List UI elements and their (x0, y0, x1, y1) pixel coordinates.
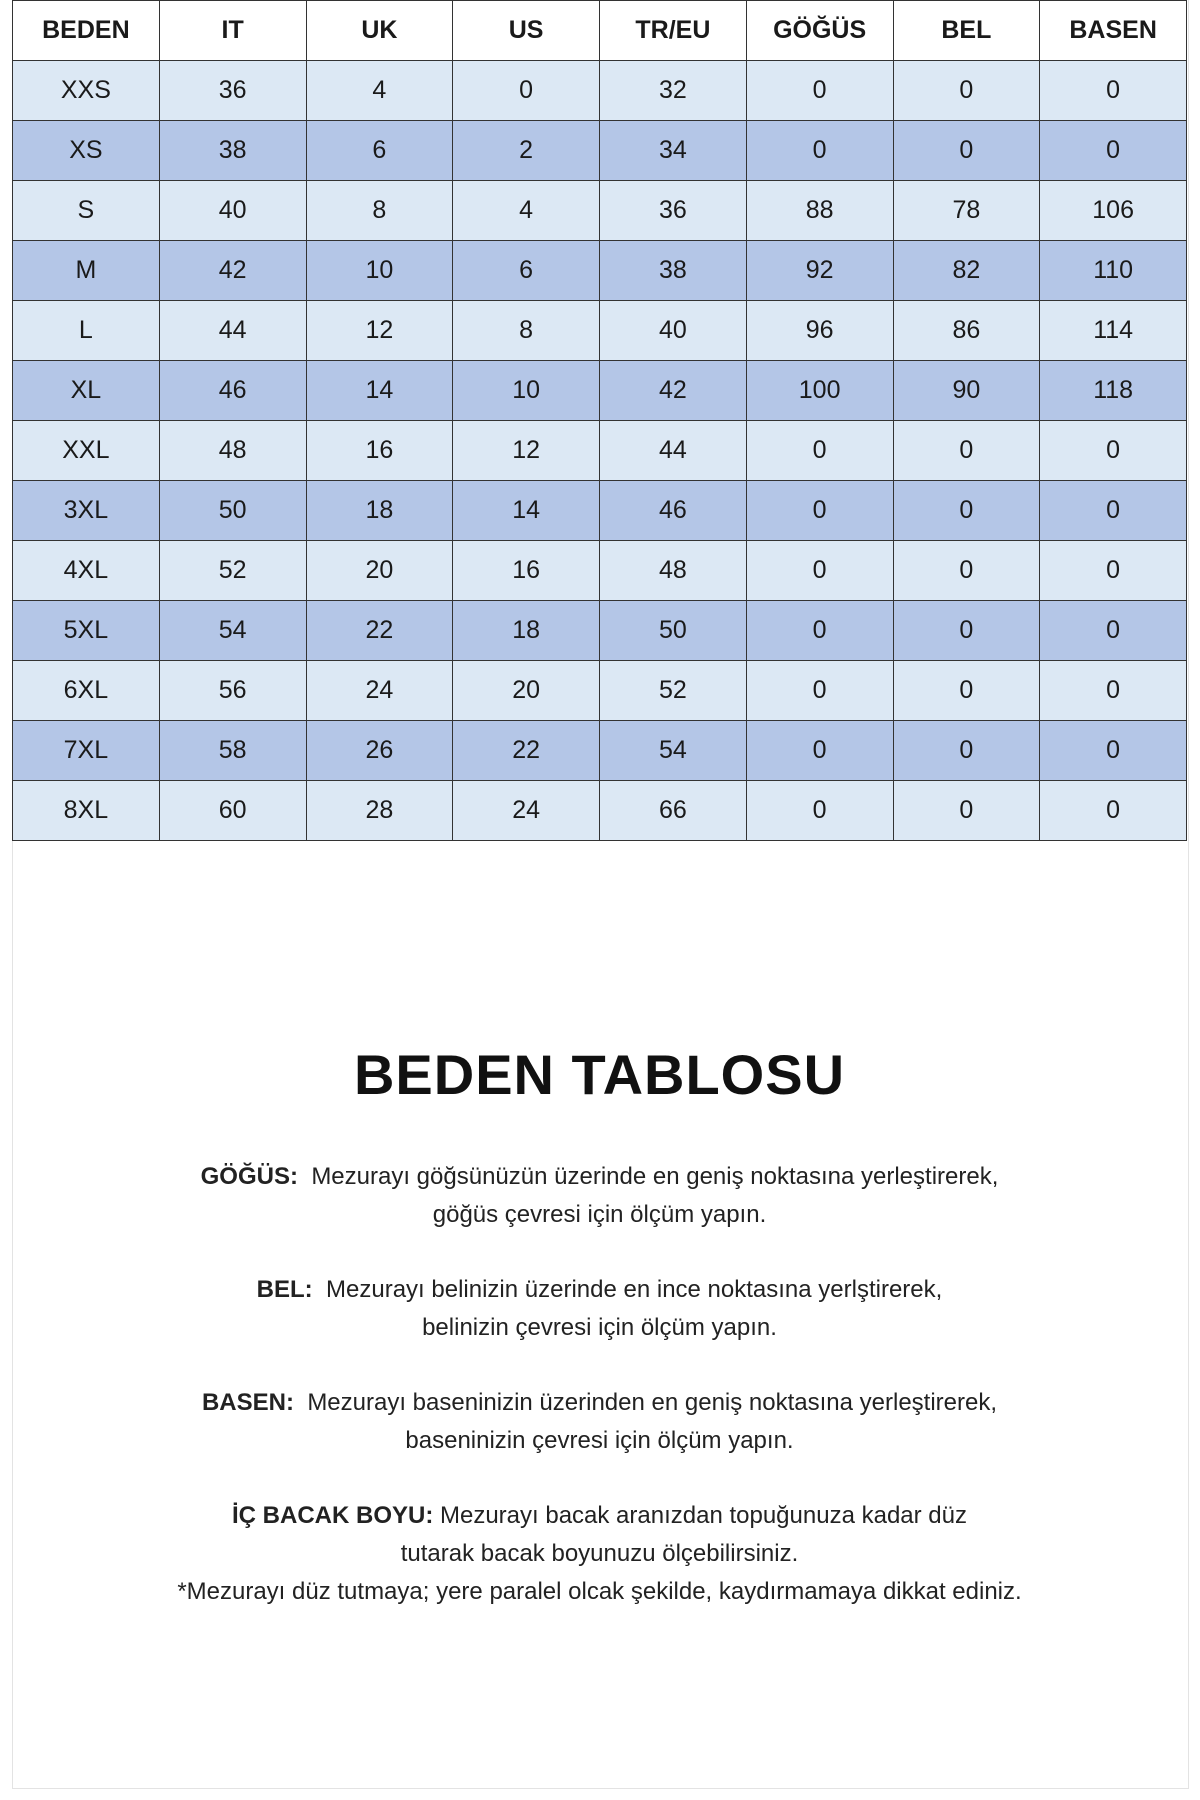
waist-line-1 (12, 1271, 1187, 1309)
table-cell: 0 (893, 61, 1040, 121)
table-cell: 34 (600, 121, 747, 181)
table-cell: 0 (746, 601, 893, 661)
table-cell: 0 (893, 481, 1040, 541)
table-cell: 8 (306, 181, 453, 241)
table-cell: 100 (746, 361, 893, 421)
table-cell: 0 (893, 601, 1040, 661)
chest-instructions (12, 1158, 1187, 1234)
table-cell: 42 (600, 361, 747, 421)
table-body (13, 61, 1187, 841)
table-cell: 0 (746, 721, 893, 781)
table-cell: 0 (1040, 481, 1187, 541)
table-cell: XS (13, 121, 160, 181)
table-cell: XXL (13, 421, 160, 481)
table-cell: 18 (306, 481, 453, 541)
page-title: BEDEN TABLOSU (353, 1043, 846, 1106)
table-cell: 58 (159, 721, 306, 781)
column-header-uk: UK (306, 1, 453, 61)
table-cell: 8XL (13, 781, 160, 841)
table-cell: 14 (306, 361, 453, 421)
table-cell: 92 (746, 241, 893, 301)
table-cell: 20 (306, 541, 453, 601)
table-cell: 0 (1040, 61, 1187, 121)
table-row (13, 361, 1187, 421)
table-cell: 6XL (13, 661, 160, 721)
table-cell: 38 (600, 241, 747, 301)
table-cell: 0 (893, 421, 1040, 481)
inseam-line-1 (12, 1497, 1187, 1535)
table-row (13, 781, 1187, 841)
table-cell: 54 (600, 721, 747, 781)
inseam-text-1: Mezurayı bacak aranızdan topuğunuza kadar düz (439, 1502, 967, 1529)
table-cell: 0 (893, 541, 1040, 601)
table-cell: L (13, 301, 160, 361)
hip-line-1 (12, 1384, 1187, 1422)
table-row (13, 61, 1187, 121)
column-header-g-s: GÖĞÜS (746, 1, 893, 61)
table-cell: 0 (746, 661, 893, 721)
waist-text-1: Mezurayı belinizin üzerinde en ince noktasına yerlştirerek, (326, 1276, 943, 1303)
table-row (13, 541, 1187, 601)
table-cell: 0 (893, 781, 1040, 841)
table-cell: 40 (600, 301, 747, 361)
table-cell: 36 (600, 181, 747, 241)
inseam-instructions (12, 1497, 1187, 1611)
table-cell: 14 (453, 481, 600, 541)
hip-label: BASEN: (201, 1389, 294, 1416)
table-cell: 114 (1040, 301, 1187, 361)
table-cell: 3XL (13, 481, 160, 541)
table-row (13, 421, 1187, 481)
table-cell: 4 (306, 61, 453, 121)
table-cell: 32 (600, 61, 747, 121)
table-cell: 52 (600, 661, 747, 721)
table-cell: 66 (600, 781, 747, 841)
table-cell: 44 (600, 421, 747, 481)
table-cell: XXS (13, 61, 160, 121)
table-cell: 16 (306, 421, 453, 481)
table-cell: 86 (893, 301, 1040, 361)
table-cell: 24 (453, 781, 600, 841)
table-cell: 0 (1040, 421, 1187, 481)
table-cell: 50 (159, 481, 306, 541)
table-cell: 12 (453, 421, 600, 481)
table-cell: 4 (453, 181, 600, 241)
hip-text-2: baseninizin çevresi için ölçüm yapın. (405, 1427, 794, 1454)
measurement-note: *Mezurayı düz tutmaya; yere paralel olcak şekilde, kaydırmamaya dikkat ediniz. (177, 1578, 1022, 1605)
table-cell: 60 (159, 781, 306, 841)
table-cell: XL (13, 361, 160, 421)
table-cell: 0 (1040, 721, 1187, 781)
inseam-label: İÇ BACAK BOYU: (231, 1502, 434, 1529)
table-cell: 0 (1040, 601, 1187, 661)
column-header-tr-eu: TR/EU (600, 1, 747, 61)
table-row (13, 601, 1187, 661)
chest-text-1: Mezurayı göğsünüzün üzerinde en geniş noktasına yerleştirerek, (311, 1163, 999, 1190)
column-header-bel: BEL (893, 1, 1040, 61)
table-cell: 0 (746, 541, 893, 601)
table-row (13, 121, 1187, 181)
table-cell: S (13, 181, 160, 241)
table-cell: 22 (306, 601, 453, 661)
column-header-us: US (453, 1, 600, 61)
table-cell: 46 (600, 481, 747, 541)
table-cell: 0 (1040, 781, 1187, 841)
hip-instructions (12, 1384, 1187, 1460)
table-cell: 24 (306, 661, 453, 721)
waist-instructions (12, 1271, 1187, 1347)
table-cell: 48 (159, 421, 306, 481)
table-cell: 0 (1040, 661, 1187, 721)
table-cell: 5XL (13, 601, 160, 661)
table-cell: 0 (746, 481, 893, 541)
table-header-row (13, 1, 1187, 61)
table-cell: 0 (453, 61, 600, 121)
table-cell: 10 (453, 361, 600, 421)
table-cell: 44 (159, 301, 306, 361)
chest-line-1 (12, 1158, 1187, 1196)
table-cell: 10 (306, 241, 453, 301)
table-cell: 54 (159, 601, 306, 661)
inseam-text-2: tutarak bacak boyunuzu ölçebilirsiniz. (400, 1540, 799, 1567)
table-cell: 20 (453, 661, 600, 721)
table-cell: 0 (746, 781, 893, 841)
table-cell: 90 (893, 361, 1040, 421)
table-row (13, 661, 1187, 721)
hip-text-1: Mezurayı baseninizin üzerinden en geniş noktasına yerleştirerek, (307, 1389, 998, 1416)
table-cell: M (13, 241, 160, 301)
table-cell: 48 (600, 541, 747, 601)
column-header-basen: BASEN (1040, 1, 1187, 61)
table-cell: 82 (893, 241, 1040, 301)
table-cell: 0 (893, 661, 1040, 721)
table-row (13, 721, 1187, 781)
chest-text-2: göğüs çevresi için ölçüm yapın. (432, 1201, 767, 1228)
table-cell: 118 (1040, 361, 1187, 421)
waist-label: BEL: (256, 1276, 313, 1303)
table-row (13, 481, 1187, 541)
size-table (12, 0, 1187, 841)
table-row (13, 181, 1187, 241)
table-cell: 40 (159, 181, 306, 241)
table-cell: 7XL (13, 721, 160, 781)
table-cell: 0 (746, 61, 893, 121)
table-row (13, 301, 1187, 361)
table-cell: 0 (1040, 541, 1187, 601)
table-cell: 0 (893, 721, 1040, 781)
column-header-beden: BEDEN (13, 1, 160, 61)
table-cell: 42 (159, 241, 306, 301)
table-cell: 12 (306, 301, 453, 361)
table-cell: 88 (746, 181, 893, 241)
table-row (13, 241, 1187, 301)
table-cell: 22 (453, 721, 600, 781)
table-cell: 2 (453, 121, 600, 181)
column-header-it: IT (159, 1, 306, 61)
table-cell: 50 (600, 601, 747, 661)
table-cell: 0 (893, 121, 1040, 181)
table-cell: 52 (159, 541, 306, 601)
table-cell: 106 (1040, 181, 1187, 241)
waist-text-2: belinizin çevresi için ölçüm yapın. (422, 1314, 777, 1341)
table-cell: 18 (453, 601, 600, 661)
table-cell: 0 (746, 121, 893, 181)
table-cell: 4XL (13, 541, 160, 601)
table-cell: 16 (453, 541, 600, 601)
table-cell: 8 (453, 301, 600, 361)
table-cell: 26 (306, 721, 453, 781)
table-cell: 46 (159, 361, 306, 421)
table-cell: 28 (306, 781, 453, 841)
table-cell: 38 (159, 121, 306, 181)
table-cell: 56 (159, 661, 306, 721)
table-cell: 36 (159, 61, 306, 121)
table-cell: 78 (893, 181, 1040, 241)
table-cell: 6 (453, 241, 600, 301)
table-cell: 6 (306, 121, 453, 181)
table-cell: 0 (746, 421, 893, 481)
table-cell: 110 (1040, 241, 1187, 301)
table-cell: 0 (1040, 121, 1187, 181)
size-guide-info (12, 1030, 1187, 1611)
chest-label: GÖĞÜS: (200, 1163, 298, 1190)
table-cell: 96 (746, 301, 893, 361)
